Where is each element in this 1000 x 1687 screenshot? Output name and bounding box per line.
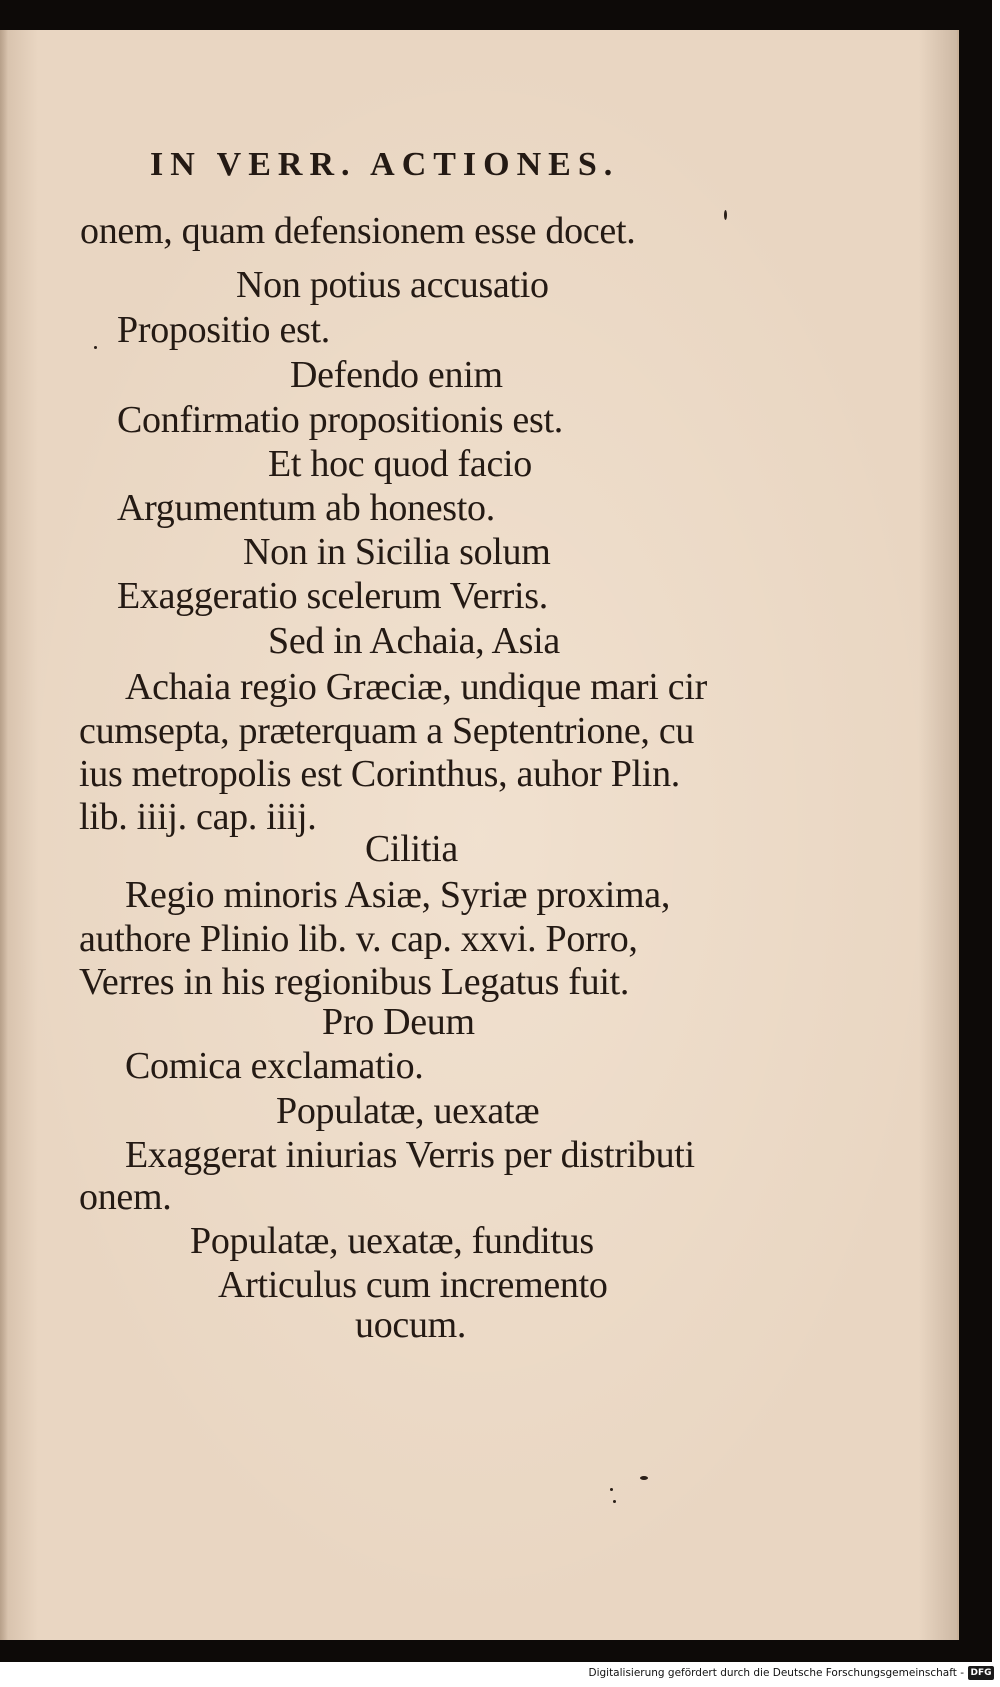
text-line-14: lib. iiij. cap. iiij. <box>79 796 317 838</box>
text-line-5: Confirmatio propositionis est. <box>117 399 563 441</box>
digitization-credit: Digitalisierung gefördert durch die Deutsche Forschungsgemeinschaft - <box>588 1667 964 1679</box>
text-line-24: Populatæ, uexatæ, funditus <box>190 1220 594 1262</box>
text-line-17: authore Plinio lib. v. cap. xxvi. Porro, <box>79 918 638 960</box>
text-line-11: Achaia regio Græciæ, undique mari cir <box>125 666 707 708</box>
text-line-21: Populatæ, uexatæ <box>276 1090 540 1132</box>
text-line-15: Cilitia <box>365 828 458 870</box>
text-line-26: uocum. <box>355 1304 467 1346</box>
text-line-6: Et hoc quod facio <box>268 443 532 485</box>
text-line-20: Comica exclamatio. <box>125 1045 424 1087</box>
text-line-10: Sed in Achaia, Asia <box>268 620 560 662</box>
text-line-18: Verres in his regionibus Legatus fuit. <box>79 961 630 1003</box>
footer-bar <box>0 1662 1000 1687</box>
text-line-22: Exaggerat iniurias Verris per distributi <box>125 1134 695 1176</box>
text-line-3: Propositio est. <box>117 309 330 351</box>
text-line-9: Exaggeratio scelerum Verris. <box>117 575 548 617</box>
text-line-1: onem, quam defensionem esse docet. <box>80 210 636 252</box>
text-line-2: Non potius accusatio <box>236 264 549 306</box>
ink-speck <box>613 1500 616 1503</box>
ink-speck <box>640 1476 648 1480</box>
text-line-16: Regio minoris Asiæ, Syriæ proxima, <box>125 874 671 916</box>
ink-speck <box>610 1488 613 1491</box>
text-line-23: onem. <box>79 1176 172 1218</box>
text-line-19: Pro Deum <box>322 1001 475 1043</box>
text-line-13: ius metropolis est Corinthus, auhor Plin. <box>79 753 680 795</box>
ink-speck <box>94 346 97 349</box>
text-line-8: Non in Sicilia solum <box>243 531 551 573</box>
running-head: IN VERR. ACTIONES. <box>150 146 620 183</box>
text-line-7: Argumentum ab honesto. <box>117 487 495 529</box>
ink-speck <box>724 210 727 220</box>
text-line-25: Articulus cum incremento <box>218 1264 608 1306</box>
dfg-logo: DFG <box>968 1666 994 1680</box>
text-line-12: cumsepta, præterquam a Septentrione, cu <box>79 710 695 752</box>
text-line-4: Defendo enim <box>290 354 503 396</box>
page-gutter-shadow <box>0 30 8 1640</box>
